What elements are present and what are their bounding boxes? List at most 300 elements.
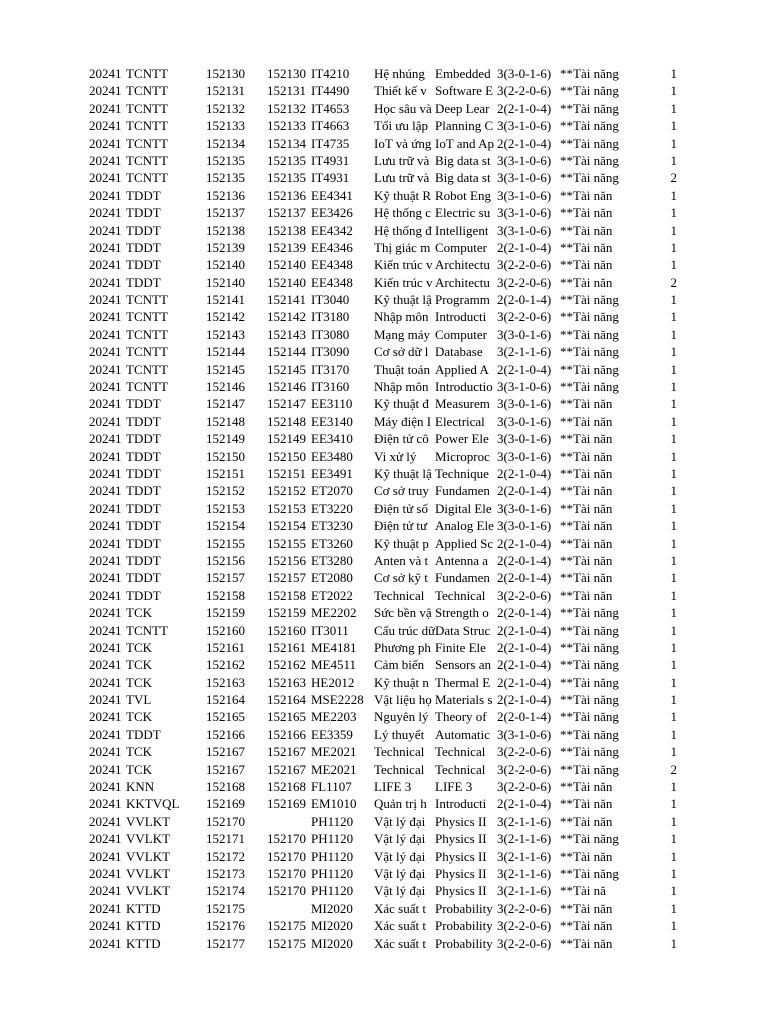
cell-unit: TDDT (126, 726, 161, 742)
cell-class-code: 152176 (206, 918, 245, 934)
cell-count: 1 (670, 239, 677, 255)
cell-term: 20241 (89, 779, 122, 795)
cell-linked-class-code: 152165 (267, 709, 306, 725)
cell-course-code: IT4931 (311, 152, 350, 168)
cell-note: **Tài năn (560, 796, 613, 812)
cell-term: 20241 (89, 326, 122, 342)
cell-credits: 3(2-2-0-6) (497, 744, 552, 760)
cell-unit: KTTD (126, 900, 161, 916)
cell-course-name-vn: Vi xử lý (374, 448, 417, 464)
cell-count: 1 (670, 744, 677, 760)
cell-note: **Tài năn (560, 518, 613, 534)
cell-course-name-vn: Cảm biến (374, 657, 425, 673)
cell-class-code: 152155 (206, 535, 245, 551)
cell-unit: TCK (126, 657, 152, 673)
cell-linked-class-code: 152170 (267, 848, 306, 864)
cell-credits: 2(2-1-0-4) (497, 535, 552, 551)
cell-term: 20241 (89, 222, 122, 238)
cell-count: 1 (670, 587, 677, 603)
cell-credits: 2(2-1-0-4) (497, 692, 552, 708)
cell-course-code: ET2070 (311, 483, 353, 499)
cell-course-code: EE3359 (311, 726, 353, 742)
cell-course-code: EE3426 (311, 205, 353, 221)
cell-class-code: 152138 (206, 222, 245, 238)
cell-count: 1 (670, 83, 677, 99)
cell-course-code: EE4342 (311, 222, 353, 238)
cell-course-name-vn: Vật lý đại (374, 813, 426, 829)
cell-course-name-vn: IoT và ứng (374, 135, 432, 151)
cell-unit: VVLKT (126, 831, 171, 847)
cell-unit: TCNTT (126, 170, 168, 186)
cell-term: 20241 (89, 639, 122, 655)
cell-term: 20241 (89, 883, 122, 899)
cell-note: **Tài năng (560, 657, 619, 673)
cell-credits: 3(2-2-0-6) (497, 779, 552, 795)
cell-course-name-en: Software E (435, 83, 494, 99)
cell-term: 20241 (89, 379, 122, 395)
cell-course-code: ME2021 (311, 761, 357, 777)
cell-credits: 3(2-2-0-6) (497, 900, 552, 916)
cell-note: **Tài năng (560, 361, 619, 377)
cell-class-code: 152172 (206, 848, 245, 864)
cell-course-name-en: Theory of (435, 709, 487, 725)
cell-class-code: 152145 (206, 361, 245, 377)
cell-credits: 2(2-0-1-4) (497, 570, 552, 586)
cell-course-name-vn: Thuật toán (374, 361, 430, 377)
cell-credits: 2(2-1-0-4) (497, 465, 552, 481)
cell-class-code: 152150 (206, 448, 245, 464)
cell-class-code: 152140 (206, 274, 245, 290)
cell-linked-class-code: 152147 (267, 396, 306, 412)
cell-unit: TDDT (126, 535, 161, 551)
cell-course-code: EE3140 (311, 413, 353, 429)
cell-count: 1 (670, 692, 677, 708)
cell-course-name-en: Introductio (435, 379, 493, 395)
cell-note: **Tài năng (560, 326, 619, 342)
cell-linked-class-code: 152146 (267, 379, 306, 395)
cell-course-name-en: Thermal E (435, 674, 491, 690)
cell-note: **Tài năng (560, 674, 619, 690)
cell-note: **Tài năng (560, 118, 619, 134)
cell-term: 20241 (89, 239, 122, 255)
cell-class-code: 152171 (206, 831, 245, 847)
cell-note: **Tài năng (560, 170, 619, 186)
cell-linked-class-code: 152167 (267, 761, 306, 777)
cell-class-code: 152147 (206, 396, 245, 412)
cell-unit: TVL (126, 692, 152, 708)
cell-credits: 3(2-2-0-6) (497, 257, 552, 273)
cell-course-name-vn: Cơ sở truy (374, 483, 429, 499)
cell-count: 1 (670, 848, 677, 864)
cell-course-code: ET2022 (311, 587, 353, 603)
cell-class-code: 152148 (206, 413, 245, 429)
cell-term: 20241 (89, 709, 122, 725)
cell-note: **Tài năn (560, 848, 613, 864)
cell-course-name-vn: Kỹ thuật đ (374, 396, 429, 412)
cell-term: 20241 (89, 500, 122, 516)
cell-unit: TCNTT (126, 152, 168, 168)
cell-term: 20241 (89, 674, 122, 690)
cell-linked-class-code: 152170 (267, 865, 306, 881)
cell-note: **Tài năng (560, 309, 619, 325)
cell-course-name-en: IoT and Ap (435, 135, 494, 151)
cell-linked-class-code: 152150 (267, 448, 306, 464)
cell-count: 1 (670, 865, 677, 881)
cell-term: 20241 (89, 118, 122, 134)
cell-unit: KTTD (126, 935, 161, 951)
cell-class-code: 152170 (206, 813, 245, 829)
cell-term: 20241 (89, 726, 122, 742)
cell-credits: 3(2-1-1-6) (497, 813, 552, 829)
cell-course-name-en: Technical (435, 744, 486, 760)
cell-linked-class-code: 152138 (267, 222, 306, 238)
cell-note: **Tài năn (560, 396, 613, 412)
cell-linked-class-code: 152149 (267, 431, 306, 447)
cell-term: 20241 (89, 292, 122, 308)
cell-class-code: 152175 (206, 900, 245, 916)
cell-course-name-en: Technical (435, 587, 486, 603)
cell-note: **Tài năng (560, 744, 619, 760)
cell-term: 20241 (89, 535, 122, 551)
cell-linked-class-code: 152135 (267, 152, 306, 168)
cell-note: **Tài năng (560, 344, 619, 360)
cell-note: **Tài năn (560, 900, 613, 916)
cell-course-name-vn: Lưu trữ và (374, 170, 430, 186)
cell-course-name-en: Sensors an (435, 657, 491, 673)
cell-class-code: 152158 (206, 587, 245, 603)
cell-course-code: EE4348 (311, 257, 353, 273)
cell-count: 1 (670, 883, 677, 899)
cell-linked-class-code: 152170 (267, 883, 306, 899)
cell-course-name-vn: Nguyên lý (374, 709, 429, 725)
cell-credits: 2(2-0-1-4) (497, 483, 552, 499)
cell-linked-class-code: 152156 (267, 552, 306, 568)
cell-count: 1 (670, 326, 677, 342)
cell-course-name-en: LIFE 3 (435, 779, 473, 795)
cell-credits: 3(2-2-0-6) (497, 918, 552, 934)
cell-count: 1 (670, 552, 677, 568)
cell-linked-class-code: 152175 (267, 918, 306, 934)
cell-course-name-en: Big data st (435, 170, 491, 186)
cell-note: **Tài năng (560, 292, 619, 308)
cell-class-code: 152135 (206, 170, 245, 186)
cell-unit: TDDT (126, 413, 161, 429)
cell-note: **Tài năn (560, 535, 613, 551)
cell-linked-class-code: 152160 (267, 622, 306, 638)
cell-course-name-vn: Technical (374, 761, 425, 777)
cell-unit: TDDT (126, 257, 161, 273)
cell-unit: TDDT (126, 465, 161, 481)
cell-course-code: PH1120 (311, 813, 354, 829)
cell-note: **Tài năn (560, 239, 613, 255)
cell-course-code: PH1120 (311, 831, 354, 847)
cell-course-code: MI2020 (311, 935, 353, 951)
cell-linked-class-code: 152159 (267, 605, 306, 621)
cell-unit: TDDT (126, 448, 161, 464)
cell-note: **Tài năn (560, 483, 613, 499)
cell-class-code: 152167 (206, 744, 245, 760)
cell-unit: VVLKT (126, 883, 171, 899)
cell-course-code: MI2020 (311, 900, 353, 916)
cell-class-code: 152139 (206, 239, 245, 255)
cell-credits: 3(3-1-0-6) (497, 205, 552, 221)
cell-term: 20241 (89, 309, 122, 325)
cell-class-code: 152146 (206, 379, 245, 395)
cell-unit: TDDT (126, 483, 161, 499)
cell-linked-class-code: 152154 (267, 518, 306, 534)
cell-course-name-vn: Sức bền vậ (374, 605, 432, 621)
cell-course-code: EE3110 (311, 396, 353, 412)
cell-note: **Tài năn (560, 205, 613, 221)
cell-class-code: 152157 (206, 570, 245, 586)
cell-course-code: IT3170 (311, 361, 350, 377)
cell-note: **Tài năng (560, 66, 619, 81)
cell-linked-class-code: 152143 (267, 326, 306, 342)
cell-course-name-vn: Vật lý đại (374, 831, 426, 847)
cell-count: 1 (670, 309, 677, 325)
cell-note: **Tài năn (560, 413, 613, 429)
cell-credits: 3(3-0-1-6) (497, 518, 552, 534)
cell-credits: 3(2-1-1-6) (497, 865, 552, 881)
cell-class-code: 152160 (206, 622, 245, 638)
cell-unit: TCK (126, 709, 152, 725)
cell-class-code: 152142 (206, 309, 245, 325)
cell-class-code: 152177 (206, 935, 245, 951)
cell-class-code: 152164 (206, 692, 245, 708)
cell-unit: VVLKT (126, 848, 171, 864)
cell-note: **Tài năng (560, 692, 619, 708)
cell-course-name-vn: Kỹ thuật lậ (374, 465, 432, 481)
cell-unit: TCNTT (126, 66, 168, 81)
cell-linked-class-code: 152130 (267, 66, 306, 81)
cell-course-code: HE2012 (311, 674, 355, 690)
cell-term: 20241 (89, 413, 122, 429)
cell-course-code: MI2020 (311, 918, 353, 934)
cell-course-name-en: Probability (435, 935, 493, 951)
cell-term: 20241 (89, 83, 122, 99)
cell-linked-class-code: 152175 (267, 935, 306, 951)
cell-term: 20241 (89, 587, 122, 603)
cell-credits: 3(3-0-1-6) (497, 448, 552, 464)
cell-course-code: ET2080 (311, 570, 353, 586)
cell-course-name-en: Physics II (435, 813, 487, 829)
cell-course-name-vn: Vật lý đại (374, 883, 426, 899)
cell-class-code: 152134 (206, 135, 245, 151)
cell-count: 2 (670, 274, 677, 290)
cell-count: 1 (670, 187, 677, 203)
cell-course-name-en: Physics II (435, 831, 487, 847)
cell-unit: TCNTT (126, 292, 168, 308)
cell-count: 1 (670, 222, 677, 238)
cell-course-name-en: Antenna a (435, 552, 489, 568)
cell-class-code: 152131 (206, 83, 245, 99)
cell-course-name-vn: Kiến trúc v (374, 257, 433, 273)
cell-term: 20241 (89, 900, 122, 916)
cell-unit: TCNTT (126, 135, 168, 151)
cell-linked-class-code: 152133 (267, 118, 306, 134)
cell-course-name-vn: Thiết kế v (374, 83, 427, 99)
cell-term: 20241 (89, 518, 122, 534)
cell-count: 2 (670, 761, 677, 777)
cell-course-name-en: Applied Sc (435, 535, 494, 551)
cell-credits: 2(2-0-1-4) (497, 552, 552, 568)
cell-course-name-en: Technical (435, 761, 486, 777)
cell-unit: TDDT (126, 222, 161, 238)
cell-unit: TCNTT (126, 83, 168, 99)
cell-unit: TCNTT (126, 118, 168, 134)
cell-credits: 3(3-0-1-6) (497, 326, 552, 342)
cell-credits: 2(2-1-0-4) (497, 239, 552, 255)
cell-class-code: 152132 (206, 100, 245, 116)
cell-course-code: ME2202 (311, 605, 357, 621)
cell-credits: 2(2-1-0-4) (497, 639, 552, 655)
cell-unit: TCK (126, 639, 152, 655)
cell-term: 20241 (89, 170, 122, 186)
cell-count: 1 (670, 431, 677, 447)
cell-note: **Tài năn (560, 448, 613, 464)
cell-term: 20241 (89, 552, 122, 568)
cell-course-code: PH1120 (311, 848, 354, 864)
cell-course-name-en: Finite Ele (435, 639, 486, 655)
cell-class-code: 152144 (206, 344, 245, 360)
cell-course-name-vn: Xác suất t (374, 900, 426, 916)
cell-course-code: ET3220 (311, 500, 353, 516)
cell-term: 20241 (89, 848, 122, 864)
cell-term: 20241 (89, 257, 122, 273)
cell-credits: 3(3-0-1-6) (497, 413, 552, 429)
cell-linked-class-code: 152148 (267, 413, 306, 429)
cell-course-name-en: Data Struc (435, 622, 491, 638)
cell-credits: 3(2-2-0-6) (497, 587, 552, 603)
cell-course-name-en: Technique (435, 465, 489, 481)
cell-credits: 2(2-1-0-4) (497, 657, 552, 673)
cell-note: **Tài năn (560, 222, 613, 238)
cell-term: 20241 (89, 431, 122, 447)
cell-course-code: IT4735 (311, 135, 350, 151)
cell-course-code: ME4181 (311, 639, 357, 655)
cell-linked-class-code: 152162 (267, 657, 306, 673)
cell-linked-class-code: 152137 (267, 205, 306, 221)
cell-credits: 2(2-1-0-4) (497, 135, 552, 151)
cell-course-code: EE3491 (311, 465, 353, 481)
cell-class-code: 152168 (206, 779, 245, 795)
cell-unit: TDDT (126, 396, 161, 412)
cell-course-name-en: Computer (435, 239, 487, 255)
cell-count: 1 (670, 674, 677, 690)
cell-linked-class-code: 152145 (267, 361, 306, 377)
cell-count: 1 (670, 779, 677, 795)
cell-course-name-vn: Nhập môn (374, 379, 429, 395)
cell-count: 1 (670, 135, 677, 151)
cell-credits: 3(3-1-0-6) (497, 118, 552, 134)
cell-note: **Tài năng (560, 639, 619, 655)
cell-note: **Tài năng (560, 135, 619, 151)
cell-note: **Tài năn (560, 465, 613, 481)
cell-linked-class-code: 152140 (267, 274, 306, 290)
cell-course-name-vn: Kỹ thuật n (374, 674, 429, 690)
cell-count: 1 (670, 448, 677, 464)
cell-linked-class-code: 152144 (267, 344, 306, 360)
cell-unit: TCNTT (126, 309, 168, 325)
cell-credits: 3(3-1-0-6) (497, 187, 552, 203)
cell-linked-class-code: 152139 (267, 239, 306, 255)
cell-term: 20241 (89, 622, 122, 638)
cell-note: **Tài năn (560, 918, 613, 934)
cell-course-name-en: Robot Eng (435, 187, 491, 203)
cell-unit: TCK (126, 744, 152, 760)
cell-course-name-en: Applied A (435, 361, 489, 377)
cell-count: 1 (670, 396, 677, 412)
cell-course-code: ME2021 (311, 744, 357, 760)
cell-course-name-vn: Điện tử số (374, 500, 428, 516)
cell-unit: TDDT (126, 518, 161, 534)
cell-course-code: IT4490 (311, 83, 350, 99)
cell-course-name-vn: Technical (374, 744, 425, 760)
cell-course-name-vn: Điện tử tư (374, 518, 428, 534)
cell-count: 1 (670, 605, 677, 621)
cell-course-name-en: Physics II (435, 883, 487, 899)
cell-term: 20241 (89, 465, 122, 481)
cell-course-name-vn: Máy điện I (374, 413, 432, 429)
cell-count: 1 (670, 465, 677, 481)
cell-count: 1 (670, 796, 677, 812)
cell-term: 20241 (89, 761, 122, 777)
cell-note: **Tài năn (560, 500, 613, 516)
cell-unit: TDDT (126, 587, 161, 603)
cell-note: **Tài năn (560, 274, 613, 290)
cell-course-name-en: Architectu (435, 274, 490, 290)
cell-credits: 3(3-0-1-6) (497, 500, 552, 516)
cell-course-name-en: Physics II (435, 865, 487, 881)
cell-course-code: IT3080 (311, 326, 350, 342)
cell-linked-class-code: 152163 (267, 674, 306, 690)
cell-unit: KTTD (126, 918, 161, 934)
cell-class-code: 152136 (206, 187, 245, 203)
cell-class-code: 152143 (206, 326, 245, 342)
cell-term: 20241 (89, 100, 122, 116)
cell-course-code: IT4663 (311, 118, 350, 134)
cell-course-code: ME2203 (311, 709, 357, 725)
cell-note: **Tài năng (560, 100, 619, 116)
cell-term: 20241 (89, 570, 122, 586)
cell-linked-class-code: 152170 (267, 831, 306, 847)
cell-course-code: IT3180 (311, 309, 350, 325)
cell-class-code: 152174 (206, 883, 245, 899)
cell-term: 20241 (89, 935, 122, 951)
cell-count: 1 (670, 344, 677, 360)
cell-course-code: ET3260 (311, 535, 353, 551)
cell-class-code: 152156 (206, 552, 245, 568)
cell-class-code: 152149 (206, 431, 245, 447)
cell-course-name-en: Intelligent (435, 222, 489, 238)
cell-course-code: IT3160 (311, 379, 350, 395)
cell-term: 20241 (89, 135, 122, 151)
cell-term: 20241 (89, 796, 122, 812)
cell-unit: TCNTT (126, 622, 168, 638)
cell-term: 20241 (89, 152, 122, 168)
cell-linked-class-code: 152158 (267, 587, 306, 603)
cell-course-name-vn: Kiến trúc v (374, 274, 433, 290)
cell-class-code: 152135 (206, 152, 245, 168)
cell-linked-class-code: 152136 (267, 187, 306, 203)
cell-course-code: IT3011 (311, 622, 349, 638)
cell-course-name-en: Introducti (435, 796, 487, 812)
cell-linked-class-code: 152141 (267, 292, 306, 308)
cell-unit: TCNTT (126, 379, 168, 395)
cell-course-code: IT4210 (311, 66, 350, 81)
cell-credits: 3(3-0-1-6) (497, 66, 552, 81)
cell-course-name-vn: Xác suất t (374, 918, 426, 934)
